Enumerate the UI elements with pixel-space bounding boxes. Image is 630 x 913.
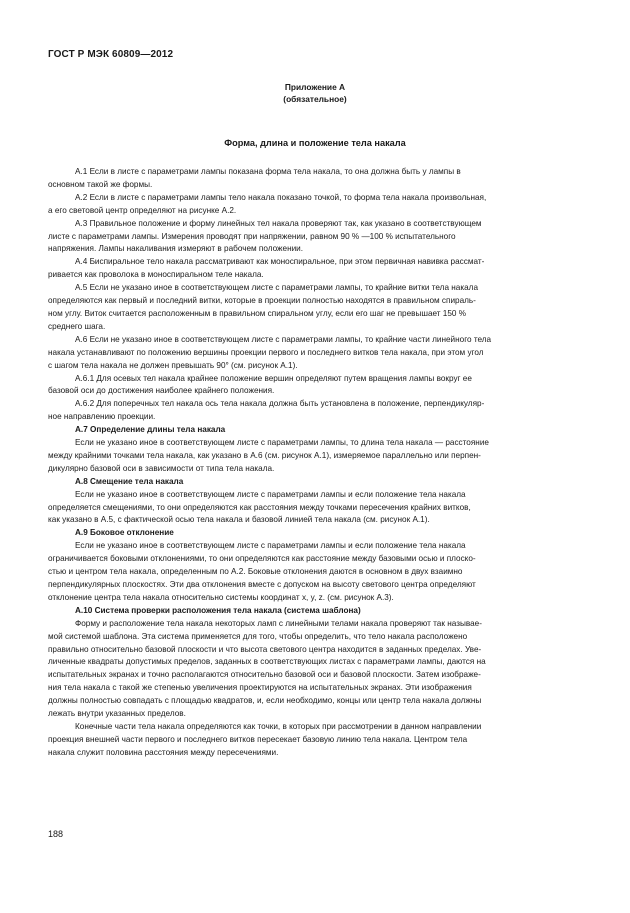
subsection-heading: А.8 Смещение тела накала [75,476,184,486]
paragraph: Если не указано иное в соответствующем листе с параметрами лампы, то длина тела накала — расстояние между крайними точками тела накала, как указано в А.6 (см. рисунок А.1), измеряемое параллельно или перпен- дикулярно базовой оси в зависимости от типа тела накала. [48,438,489,473]
paragraph: А.4 Биспиральное тело накала рассматривают как моноспиральное, при этом первичная навивка рассмат- ривается как проволока в моноспиральном теле накала. [48,257,485,280]
paragraph: А.6 Если не указано иное в соответствующем листе с параметрами лампы, то крайние части линейного тела накала устанавливают по положению вершины проекции первого и последнего витков тела накала, при этом угол с шагом тела накала не должен превышать 90° (см. рисунок А.1). [48,334,492,370]
paragraph: А.6.1 Для осевых тел накала крайнее положение вершин определяют путем вращения лампы вокруг ее базовой оси до достижения наиболее крайнего положения. [48,373,472,396]
paragraph: Форму и расположение тела накала некоторых ламп с линейными телами накала проверяют так называе- мой системой шаблона. Эта система применяется для того, чтобы определить, что тело накала расположено правильно относительно базовой плоскости и что высота светового центра находится в заданных пределах. Уве- личенные квадраты допустимых пределов, заданных в соответствующих листах с параметрами лампы, даются на испытательных экранах и точно располагаются относительно базовой оси и базовой плоскости. Затем изображе- ния тела накала с такой же степенью увеличения проектируются на испытательных экранах. Эти изображения должны полностью совпадать с площадью квадратов, и, если необходимо, концы или центр тела накала должны лежать внутри указанных пределов. [48,618,486,719]
paragraph: А.1 Если в листе с параметрами лампы показана форма тела накала, то она должна быть у лампы в основном такой же формы. [48,167,461,189]
body-text [48,166,584,760]
paragraph: А.5 Если не указано иное в соответствующем листе с параметрами лампы, то крайние витки тела накала определяются как первый и последний витки, которые в проекции полностью находятся в правильном спираль- ном углу. Виток считается расположенным в правильном спиральном углу, если его шаг не превышает 150 % среднего шага. [48,283,478,331]
page-number: 188 [48,829,64,839]
annex-title: Приложение А [284,82,346,92]
section-title: Форма, длина и положение тела накала [224,138,406,148]
paragraph: Конечные части тела накала определяются как точки, в которых при рассмотрении в данном направлении проекция внешней части первого и последнего витков пересекает базовую линию тела накала. Центром тела накала служит половина расстояния между пересечениями. [48,721,482,757]
paragraph: Если не указано иное в соответствующем листе с параметрами лампы и если положение тела накала ограничивается боковыми отклонениями, то они определяются как расстояние между базовыми осью и плоско- стью и центром тела накала, определенным по А.2. Боковые отклонения даются в основном в двух взаимно перпендикулярных плоскостях. Эти два отклонения вместе с допуском на высоту светового центра определяют отклонение центра тела накала относительно системы координат x, y, z. (см. рисунок А.3). [48,541,476,602]
paragraph: Если не указано иное в соответствующем листе с параметрами лампы и если положение тела накала определяется смещениями, то они определяются как расстояния между точками пересечения крайних витков, как указано в А.5, с фактической осью тела накала и базовой линией тела накала (см. рисунок А.1). [48,489,471,525]
paragraph: А.6.2 Для поперечных тел накала ось тела накала должна быть установлена в положение, перпендикуляр- ное направлению проекции. [48,399,485,422]
paragraph: А.3 Правильное положение и форму линейных тел накала проверяют так, как указано в соответствующем листе с параметрами лампы. Измерения проводят при напряжении, равном 90 % —100 % испытательного напряжения. Лампы накаливания измеряют в рабочем положении. [48,218,482,254]
subsection-heading: А.9 Боковое отклонение [75,528,174,538]
annex-heading [0,81,630,105]
subsection-heading: А.7 Определение длины тела накала [75,425,226,435]
page-header-standard: ГОСТ Р МЭК 60809—2012 [48,49,174,60]
paragraph: А.2 Если в листе с параметрами лампы тело накала показано точкой, то форма тела накала произвольная, а его световой центр определяют на рисунке А.2. [48,192,487,215]
subsection-heading: А.10 Система проверки расположения тела накала (система шаблона) [75,605,361,615]
annex-status: (обязательное) [283,94,347,104]
